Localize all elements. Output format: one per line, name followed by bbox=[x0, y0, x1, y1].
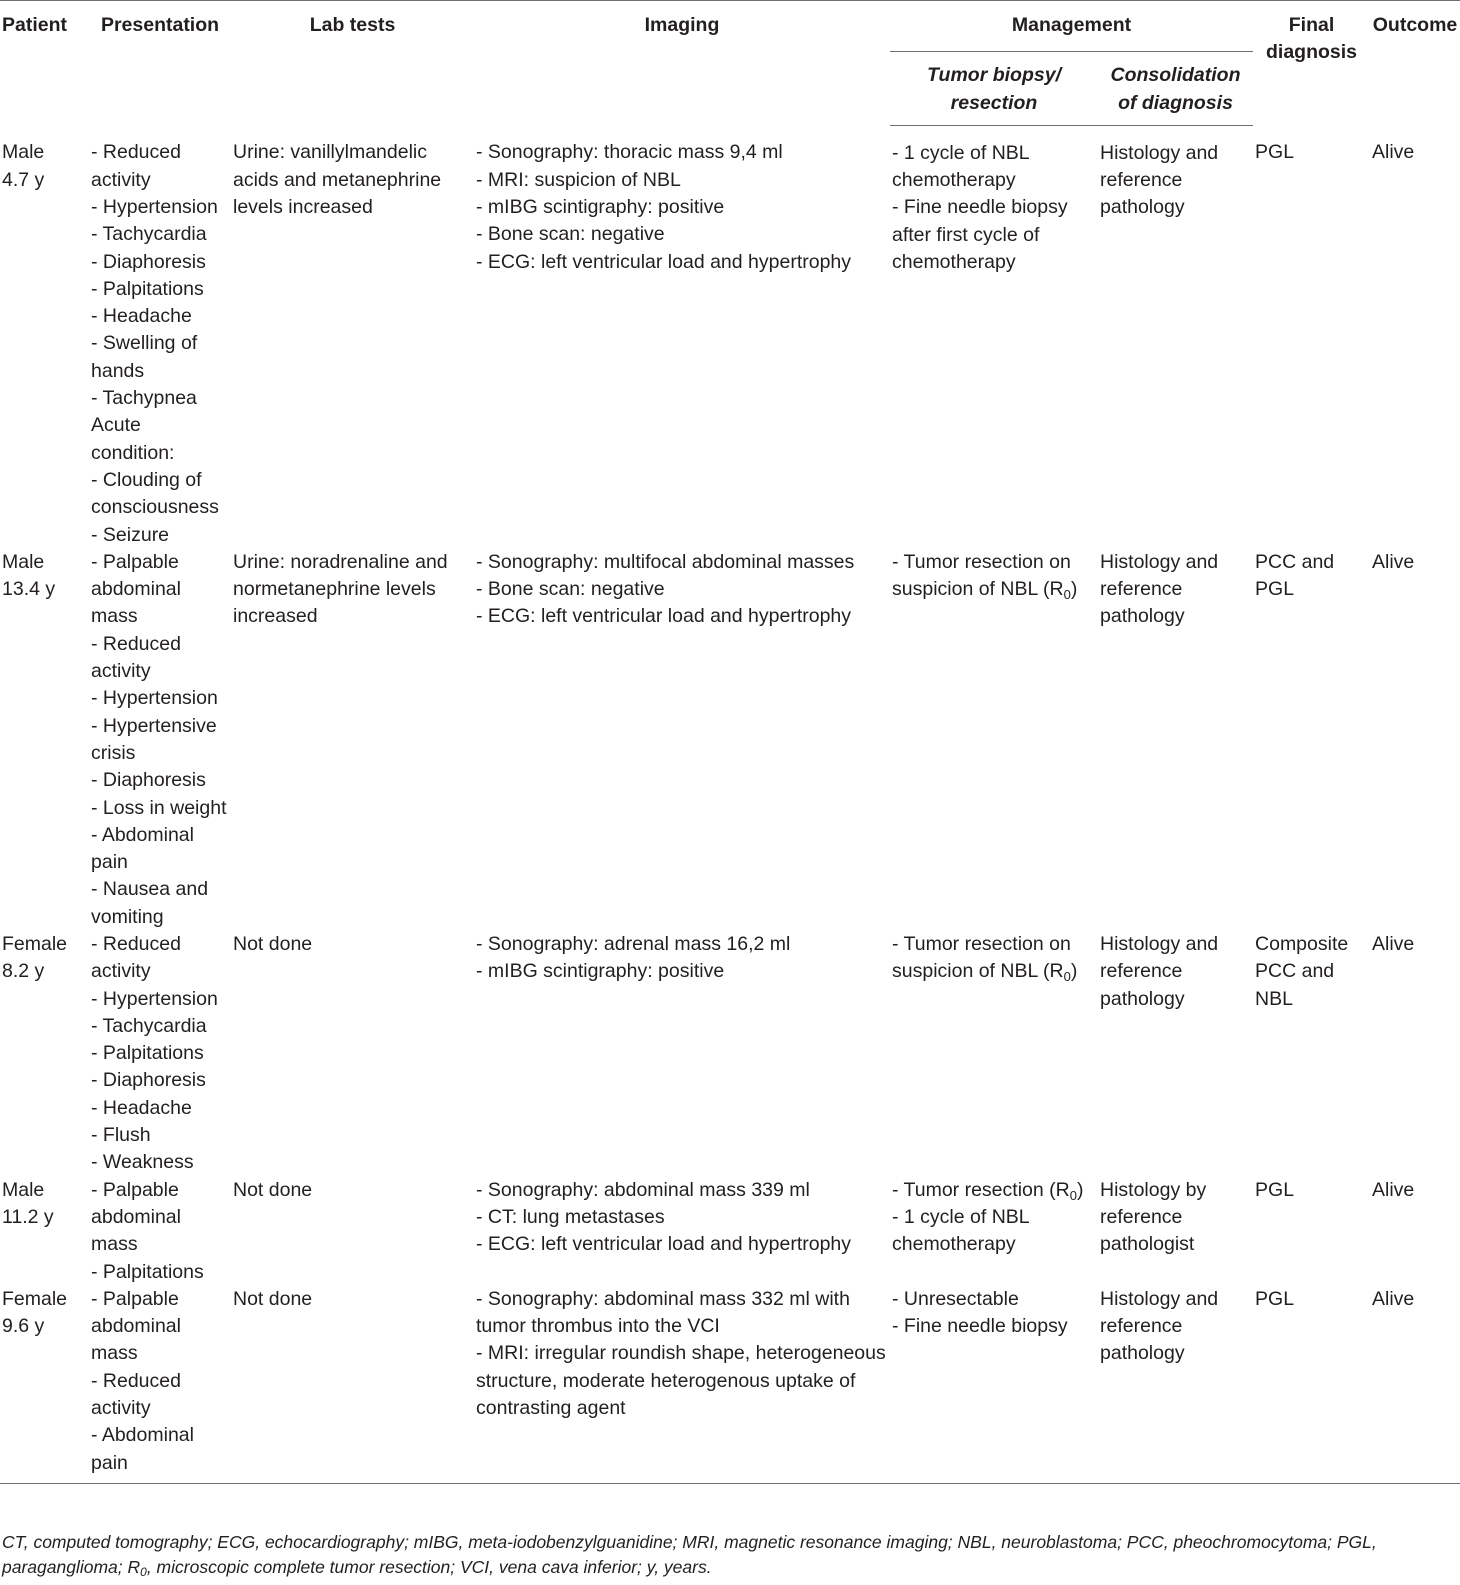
cell-patient bbox=[0, 931, 89, 1177]
table-row bbox=[0, 931, 1460, 1177]
imaging-item: - MRI: irregular roundish shape, heterogeneous structure, moderate heterogenous uptake of contrasting agent bbox=[476, 1342, 886, 1420]
presentation-item: - Flush bbox=[91, 1124, 151, 1147]
presentation-item: - Reduced activity bbox=[91, 1369, 181, 1420]
cell-presentation bbox=[89, 1286, 231, 1484]
subscript-zero: 0 bbox=[1063, 587, 1071, 603]
cell-lab-tests bbox=[231, 549, 474, 931]
table-footnote bbox=[2, 1530, 1452, 1579]
footnote-text: CT, computed tomography; ECG, echocardiography; mIBG, meta-iodobenzylguanidine; MRI, magnetic resonance imaging; NBL, neuroblastoma; PCC, pheochromocytoma; PGL, paraganglioma; R bbox=[2, 1532, 1377, 1577]
imaging-item: - mIBG scintigraphy: positive bbox=[476, 195, 725, 218]
presentation-item: - Palpitations bbox=[91, 1042, 204, 1065]
imaging-item: - Sonography: adrenal mass 16,2 ml bbox=[476, 933, 791, 955]
tumor-item: - Fine needle biopsy after first cycle of chemotherapy bbox=[892, 196, 1068, 274]
footnote-text-end: , microscopic complete tumor resection; VCI, vena cava inferior; y, years. bbox=[146, 1556, 712, 1577]
header-lab-tests: Lab tests bbox=[231, 1, 474, 126]
presentation-item: Acute condition: bbox=[91, 414, 175, 464]
cell-patient bbox=[0, 125, 89, 548]
presentation-item: - Headache bbox=[91, 305, 192, 328]
cell-imaging bbox=[474, 1286, 890, 1484]
cell-patient bbox=[0, 1286, 89, 1484]
patient-sex: Male bbox=[2, 141, 45, 164]
cell-consolidation: Histology by reference pathologist bbox=[1100, 1178, 1207, 1256]
presentation-item: - Hypertension bbox=[91, 195, 218, 218]
cell-outcome: Alive bbox=[1372, 1178, 1415, 1201]
cell-final-diagnosis: PGL bbox=[1255, 1178, 1295, 1201]
cell-final-diagnosis: PGL bbox=[1253, 1286, 1370, 1484]
patient-sex: Male bbox=[2, 550, 45, 573]
cell-consolidation: Histology and reference pathology bbox=[1100, 141, 1219, 219]
table-row bbox=[0, 1177, 1460, 1286]
presentation-item: - Diaphoresis bbox=[91, 1069, 206, 1092]
cell-final-diagnosis: Composite PCC and NBL bbox=[1255, 933, 1349, 1010]
imaging-item: - Bone scan: negative bbox=[476, 223, 665, 246]
cell-tumor-biopsy bbox=[890, 125, 1098, 548]
presentation-item: - Palpitations bbox=[91, 277, 204, 300]
tumor-text: - Tumor resection (R bbox=[892, 1178, 1070, 1201]
imaging-item: - CT: lung metastases bbox=[476, 1205, 665, 1228]
presentation-item: - Nausea and vomiting bbox=[91, 878, 209, 928]
cell-outcome: Alive bbox=[1372, 550, 1415, 573]
cell-imaging bbox=[474, 125, 890, 548]
presentation-item: - Seizure bbox=[91, 523, 170, 546]
subscript-zero: 0 bbox=[1063, 969, 1071, 985]
tumor-item: - 1 cycle of NBL chemotherapy bbox=[892, 141, 1029, 192]
cell-consolidation: Histology and reference pathology bbox=[1100, 933, 1219, 1010]
header-imaging: Imaging bbox=[474, 1, 890, 126]
tumor-text: - Tumor resection on suspicion of NBL (R bbox=[892, 550, 1071, 601]
cell-tumor-biopsy bbox=[890, 1177, 1098, 1286]
presentation-item: - Hypertension bbox=[91, 687, 218, 710]
presentation-item: - Tachycardia bbox=[91, 1014, 207, 1037]
cell-patient bbox=[0, 1177, 89, 1286]
presentation-item: - Tachycardia bbox=[91, 223, 207, 246]
presentation-item: - Palpable abdominal mass bbox=[91, 1178, 181, 1256]
cell-outcome: Alive bbox=[1370, 1286, 1460, 1484]
patient-age: 11.2 y bbox=[2, 1205, 54, 1228]
tumor-item bbox=[892, 1177, 1096, 1204]
patient-age: 13.4 y bbox=[2, 578, 56, 601]
presentation-item: - Tachypnea bbox=[91, 387, 197, 410]
tumor-item: - Fine needle biopsy bbox=[892, 1315, 1068, 1338]
presentation-item: - Palpable abdominal mass bbox=[91, 1287, 181, 1365]
imaging-item: - ECG: left ventricular load and hypertrophy bbox=[476, 605, 852, 628]
presentation-item: - Headache bbox=[91, 1096, 192, 1119]
presentation-item: - Diaphoresis bbox=[91, 769, 206, 792]
cell-imaging bbox=[474, 549, 890, 931]
lab-test-item: Not done bbox=[233, 1178, 313, 1201]
presentation-item: - Palpable abdominal mass bbox=[91, 550, 181, 628]
cell-patient bbox=[0, 549, 89, 931]
presentation-item: - Reduced activity bbox=[91, 632, 181, 683]
presentation-item: - Weakness bbox=[91, 1151, 194, 1174]
imaging-item: - mIBG scintigraphy: positive bbox=[476, 960, 725, 983]
presentation-item: - Swelling of hands bbox=[91, 332, 198, 382]
cell-imaging bbox=[474, 1177, 890, 1286]
header-management: Management bbox=[890, 1, 1253, 52]
imaging-item: - Sonography: multifocal abdominal masses bbox=[476, 550, 855, 573]
tumor-item bbox=[892, 549, 1096, 604]
patient-age: 8.2 y bbox=[2, 960, 45, 983]
imaging-item: - Sonography: thoracic mass 9,4 ml bbox=[476, 141, 783, 164]
cell-presentation bbox=[89, 125, 231, 548]
header-final-diagnosis: Final diagnosis bbox=[1253, 1, 1370, 126]
tumor-text-end: ) bbox=[1076, 1178, 1084, 1201]
cell-imaging bbox=[474, 931, 890, 1177]
tumor-item bbox=[892, 931, 1096, 986]
cell-presentation bbox=[89, 549, 231, 931]
patient-sex: Male bbox=[2, 1178, 45, 1201]
tumor-text: - Tumor resection on suspicion of NBL (R bbox=[892, 933, 1071, 983]
footnote-subscript-zero: 0 bbox=[140, 1564, 147, 1579]
presentation-item: - Diaphoresis bbox=[91, 250, 206, 273]
cell-lab-tests bbox=[231, 1286, 474, 1484]
presentation-item: - Hypertensive crisis bbox=[91, 714, 217, 764]
presentation-item: - Abdominal pain bbox=[91, 1424, 194, 1474]
lab-test-item: Urine: noradrenaline and normetanephrine levels increased bbox=[233, 550, 448, 628]
cell-outcome: Alive bbox=[1372, 933, 1415, 955]
imaging-item: - MRI: suspicion of NBL bbox=[476, 168, 681, 191]
cell-outcome: Alive bbox=[1372, 141, 1415, 164]
cell-lab-tests bbox=[231, 1177, 474, 1286]
presentation-item: - Clouding of consciousness bbox=[91, 468, 219, 519]
header-consolidation: Consolidation of diagnosis bbox=[1098, 52, 1253, 126]
tumor-item: - 1 cycle of NBL chemotherapy bbox=[892, 1205, 1029, 1256]
presentation-item: - Abdominal pain bbox=[91, 823, 194, 874]
table-row bbox=[0, 125, 1460, 548]
cell-lab-tests bbox=[231, 125, 474, 548]
lab-test-item: Not done bbox=[233, 1287, 313, 1310]
header-outcome: Outcome bbox=[1370, 1, 1460, 126]
tumor-text-end: ) bbox=[1070, 578, 1078, 601]
cell-tumor-biopsy bbox=[890, 549, 1098, 931]
cell-consolidation: Histology and reference pathology bbox=[1098, 1286, 1253, 1484]
patient-age: 9.6 y bbox=[2, 1315, 45, 1338]
imaging-item: - Sonography: abdominal mass 332 ml with tumor thrombus into the VCI bbox=[476, 1287, 850, 1338]
cell-final-diagnosis: PCC and PGL bbox=[1255, 550, 1335, 601]
lab-test-item: Urine: vanillylmandelic acids and metanephrine levels increased bbox=[233, 141, 442, 218]
table-row bbox=[0, 549, 1460, 931]
patient-sex: Female bbox=[2, 1287, 68, 1310]
presentation-item: - Reduced activity bbox=[91, 141, 181, 191]
patient-sex: Female bbox=[2, 933, 68, 955]
cell-final-diagnosis: PGL bbox=[1255, 141, 1295, 164]
lab-test-item: Not done bbox=[233, 933, 313, 955]
presentation-item: - Hypertension bbox=[91, 987, 218, 1010]
table-row bbox=[0, 1286, 1460, 1484]
cell-presentation bbox=[89, 1177, 231, 1286]
tumor-text-end: ) bbox=[1070, 960, 1078, 983]
patient-age: 4.7 y bbox=[2, 168, 45, 191]
presentation-item: - Reduced activity bbox=[91, 933, 181, 983]
presentation-item: - Palpitations bbox=[91, 1260, 204, 1283]
cell-tumor-biopsy bbox=[890, 1286, 1098, 1484]
subscript-zero: 0 bbox=[1069, 1187, 1077, 1203]
header-tumor-biopsy: Tumor biopsy/ resection bbox=[890, 52, 1098, 126]
table-header bbox=[0, 1, 1460, 126]
imaging-item: - Bone scan: negative bbox=[476, 578, 665, 601]
presentation-item: - Loss in weight bbox=[91, 796, 227, 819]
cell-tumor-biopsy bbox=[890, 931, 1098, 1177]
header-patient: Patient bbox=[0, 1, 89, 126]
cell-presentation bbox=[89, 931, 231, 1177]
cell-lab-tests bbox=[231, 931, 474, 1177]
cell-consolidation: Histology and reference pathology bbox=[1100, 550, 1219, 628]
tumor-item: - Unresectable bbox=[892, 1287, 1019, 1310]
imaging-item: - Sonography: abdominal mass 339 ml bbox=[476, 1178, 810, 1201]
table-body bbox=[0, 125, 1460, 1483]
header-presentation: Presentation bbox=[89, 1, 231, 126]
imaging-item: - ECG: left ventricular load and hypertrophy bbox=[476, 1233, 852, 1256]
imaging-item: - ECG: left ventricular load and hypertrophy bbox=[476, 250, 852, 273]
